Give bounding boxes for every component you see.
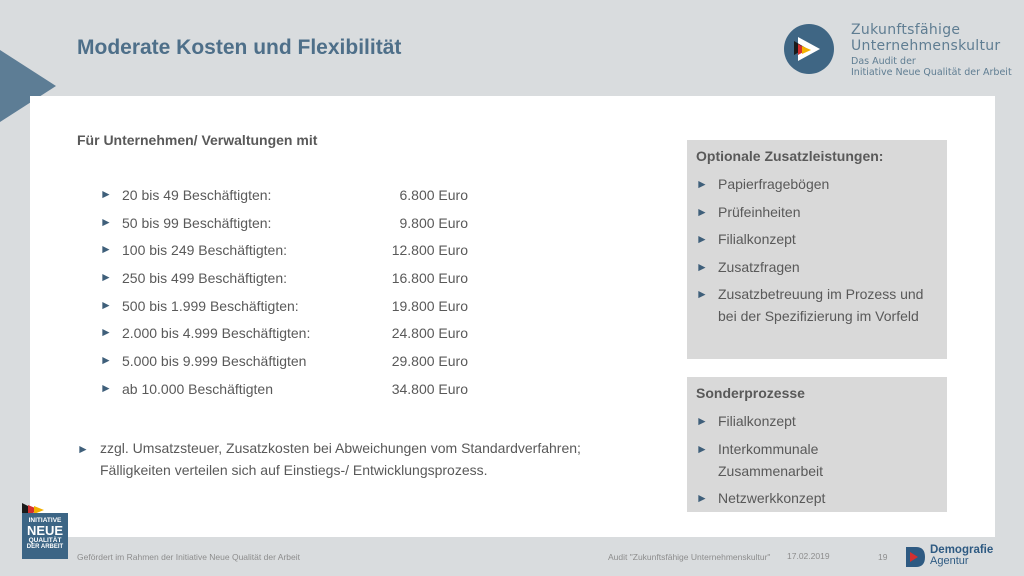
price-row [100, 213, 500, 241]
bullet-arrow-icon: ► [696, 177, 708, 191]
special-processes-title: Sonderprozesse [696, 385, 805, 401]
demografie-agentur-logo [904, 545, 1014, 573]
list-item-text: Filialkonzept [718, 413, 796, 429]
special-processes-list [696, 410, 939, 515]
inqa-line-2: NEUE [26, 523, 64, 538]
inqa-line-1: INITIATIVE [28, 517, 62, 524]
price-amount: 16.800 Euro [391, 270, 468, 287]
price-amount: 6.800 Euro [399, 187, 468, 203]
price-row [100, 351, 500, 379]
price-label: 250 bis 499 Beschäftigten: [122, 270, 288, 287]
price-label: 100 bis 249 Beschäftigten: [122, 242, 288, 259]
page-title: Moderate Kosten und Flexibilität [77, 36, 402, 59]
bullet-arrow-icon: ► [100, 380, 112, 395]
list-item-text: Interkommunale Zusammenarbeit [718, 440, 824, 479]
bullet-arrow-icon: ► [100, 187, 112, 201]
bullet-arrow-icon: ► [696, 491, 708, 505]
price-label: 50 bis 99 Beschäftigten: [122, 214, 272, 231]
list-item-text: Zusatzbetreuung im Prozess und bei der Spezifizierung im Vorfeld [718, 286, 924, 324]
price-amount: 9.800 Euro [399, 214, 468, 231]
list-item [696, 201, 939, 223]
bullet-arrow-icon: ► [100, 325, 112, 340]
list-item [696, 487, 939, 509]
price-amount: 19.800 Euro [391, 297, 468, 314]
bullet-arrow-icon: ► [100, 353, 112, 368]
list-item-text: Papierfragebögen [718, 176, 830, 192]
audit-logo [784, 22, 1016, 82]
price-row [100, 240, 500, 268]
bullet-arrow-icon: ► [696, 287, 708, 301]
list-item-text: Zusatzfragen [718, 258, 800, 275]
audit-logo-icon [784, 24, 834, 74]
inqa-logo-box [22, 513, 68, 559]
price-amount: 29.800 Euro [391, 353, 468, 370]
bullet-arrow-icon: ► [696, 414, 708, 428]
price-row [100, 296, 500, 324]
price-row [100, 379, 500, 407]
logo-line-4: Initiative Neue Qualität der Arbeit [851, 67, 1012, 78]
logo-line-2: Unternehmenskultur [851, 38, 1001, 54]
demografie-logo-text [930, 545, 993, 567]
optional-services-title: Optionale Zusatzleistungen: [696, 148, 884, 164]
demografie-line-1: Demografie [930, 544, 994, 556]
price-amount: 12.800 Euro [391, 242, 468, 259]
price-row [100, 268, 500, 296]
logo-line-1: Zukunftsfähige [851, 22, 961, 38]
list-item-text: Prüfeinheiten [718, 203, 801, 220]
list-item [696, 256, 939, 278]
list-item [696, 228, 939, 250]
footer-funding-text: Gefördert im Rahmen der Initiative Neue Qualität der Arbeit [77, 552, 300, 562]
bullet-arrow-icon: ► [100, 214, 112, 229]
price-label: 500 bis 1.999 Beschäftigten: [122, 297, 299, 314]
list-item [696, 283, 939, 327]
cost-note [77, 437, 637, 481]
list-item-text: Netzwerkkonzept [718, 490, 826, 506]
list-item [696, 173, 939, 195]
price-label: 2.000 bis 4.999 Beschäftigten: [122, 325, 311, 342]
price-list [100, 185, 500, 407]
bullet-arrow-icon: ► [696, 441, 708, 456]
demografie-line-2: Agentur [930, 555, 969, 567]
bullet-arrow-icon: ► [100, 242, 112, 257]
bullet-arrow-icon: ► [696, 232, 708, 246]
intro-text: Für Unternehmen/ Verwaltungen mit [77, 132, 318, 148]
special-processes-box [687, 377, 947, 512]
bullet-arrow-icon: ► [77, 442, 89, 456]
inqa-line-4: DER ARBEIT [26, 544, 64, 550]
price-label: 20 bis 49 Beschäftigten: [122, 187, 272, 203]
footer-audit-text: Audit "Zukunftsfähige Unternehmenskultur" [608, 552, 771, 562]
bullet-arrow-icon: ► [696, 204, 708, 219]
logo-line-3: Das Audit der [851, 56, 916, 67]
cost-note-text: zzgl. Umsatzsteuer, Zusatzkosten bei Abweichungen vom Standardverfahren; Fälligkeiten verteilen sich auf Einstiegs-/ Entwicklungsprozess. [100, 440, 581, 478]
optional-services-list [696, 173, 939, 333]
price-label: 5.000 bis 9.999 Beschäftigten [122, 353, 307, 370]
list-item-text: Filialkonzept [718, 231, 796, 247]
list-item [696, 438, 939, 482]
price-amount: 24.800 Euro [391, 325, 468, 342]
content-panel [30, 96, 995, 537]
bullet-arrow-icon: ► [696, 259, 708, 274]
audit-logo-text [851, 22, 1012, 78]
bullet-arrow-icon: ► [100, 270, 112, 285]
inqa-line-3: QUALITÄT [28, 537, 62, 544]
price-row [100, 323, 500, 351]
footer-date: 17.02.2019 [787, 551, 830, 561]
optional-services-box [687, 140, 947, 359]
list-item [696, 410, 939, 432]
page-number: 19 [878, 552, 888, 562]
price-label: ab 10.000 Beschäftigten [122, 380, 274, 397]
inqa-logo [22, 503, 68, 559]
demografie-logo-icon [904, 545, 926, 569]
price-amount: 34.800 Euro [391, 380, 468, 397]
price-row [100, 185, 500, 213]
bullet-arrow-icon: ► [100, 297, 112, 312]
